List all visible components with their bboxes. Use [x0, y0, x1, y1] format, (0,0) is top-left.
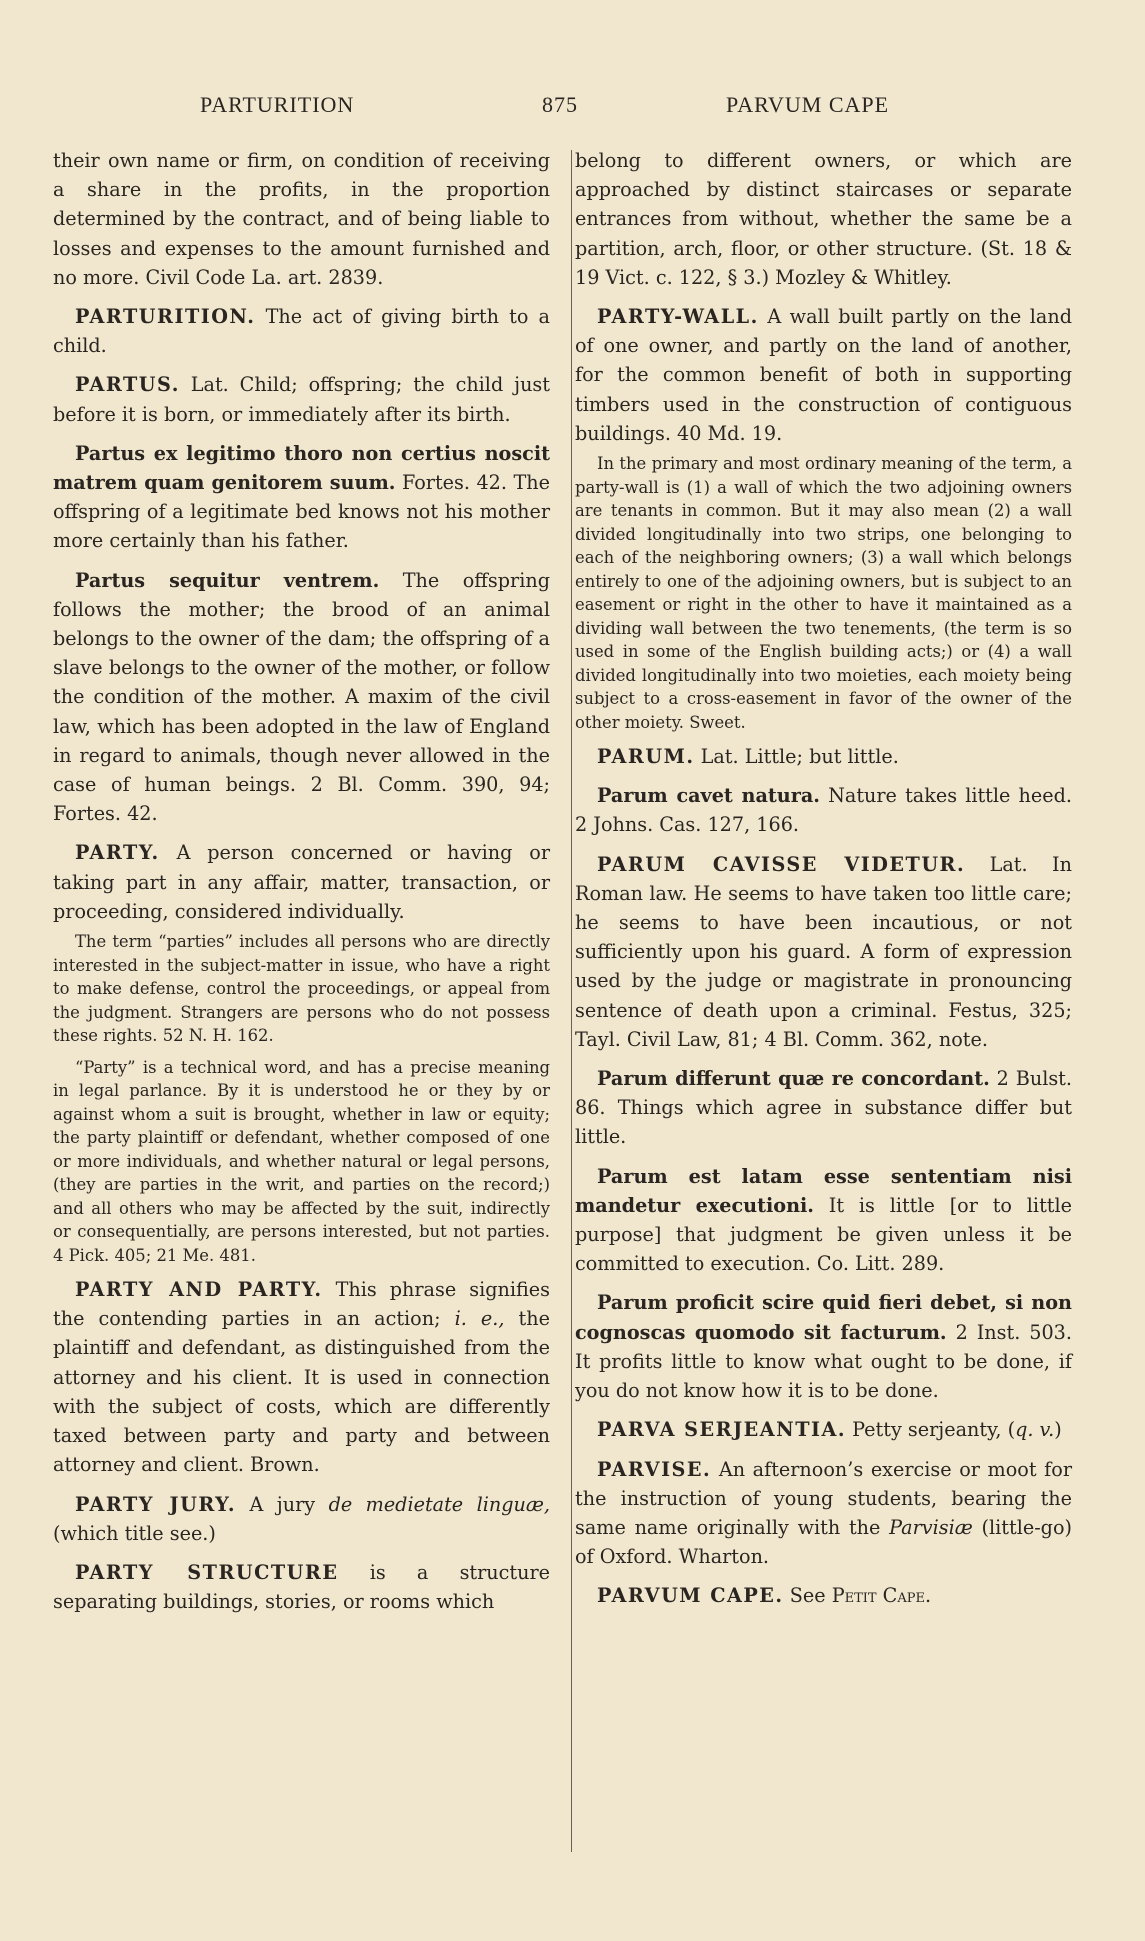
entry-italic: de medietate linguæ, [328, 1492, 550, 1516]
entry-headword: PARVUM CAPE. [597, 1584, 784, 1608]
entry-definition: (which title see.) [53, 1521, 216, 1545]
entry-italic: Parvisiæ [889, 1515, 973, 1539]
entry-parvise [575, 1455, 1072, 1572]
entry-text: belong to different owners, or which are approached by distinct staircases or separate entrances from without, whether the same be a partition, arch, floor, or other structure. (St. 18 & 19 Vict. c. 122, § 3.) Mozley & Whitley. [575, 149, 1072, 289]
entry-definition: 2 Bulst. 86. Things which agree in substance differ but little. [575, 1067, 1072, 1149]
entry-partus-sequitur [53, 566, 550, 829]
entry-parum-cavet [575, 781, 1072, 839]
entry-party [53, 838, 550, 926]
entry-headword: PARVISE. [597, 1457, 712, 1481]
entry-definition: It is little [or to little purpose] that judgment be given unless it be committed to execution. Co. Litt. 289. [575, 1193, 1072, 1276]
entry-note: In the primary and most ordinary meaning of the term, a party-wall is (1) a wall of which the two adjoining owners are tenants in common. But it may also mean (2) a wall divided longitudinally into two strips, one belonging to each of the neighboring owners; (3) a wall which belongs entirely to one of the adjoining owners, but is subject to an easement or right in the other to have it maintained as a dividing wall between the two tenements, (the term is so used in some of the English building acts;) or (4) a wall divided longitudinally into two moieties, each moiety being subject to a cross-easement in favor of the owner of the other moiety. Sweet. [575, 454, 1072, 732]
entry-parva-serjeantia [575, 1415, 1072, 1444]
entry-parturition [53, 302, 550, 360]
maxim-text: Parum differunt quæ re concordant. [597, 1067, 990, 1091]
page-number: 875 [542, 92, 578, 117]
entry-party-and-party [53, 1275, 550, 1479]
entry-definition: Nature takes little heed. 2 Johns. Cas. 127, 166. [575, 784, 1072, 837]
entry-definition: A person concerned or having or taking part in any affair, matter, transaction, or proceeding, considered individually. [53, 841, 550, 923]
entry-definition: is a structure separating buildings, stories, or rooms which [53, 1560, 550, 1614]
entry-continuation [575, 146, 1072, 292]
entry-headword: PARUM CAVISSE VIDETUR. [597, 852, 966, 876]
entry-party-wall [575, 302, 1072, 448]
entry-definition: Lat. Child; offspring; the child just before it is born, or immediately after its birth. [53, 373, 550, 426]
entry-italic: i. e., [454, 1307, 505, 1331]
entry-parum-proficit [575, 1288, 1072, 1405]
entry-party-jury [53, 1490, 550, 1548]
entry-definition: The offspring follows the mother; the brood of an animal belongs to the owner of the dam; the offspring of a slave belongs to the owner of the mother, or follow the condition of the mother. A maxim of the civil law, which has been adopted in the law of England in regard to animals, though never allowed in the case of human beings. 2 Bl. Comm. 390, 94; Fortes. 42. [53, 568, 550, 826]
entry-note: The term “parties” includes all persons who are directly interested in the subject-matter in issue, who have a right to make defense, control the proceedings, or appeal from the judgment. Strangers are persons who do not possess these rights. 52 N. H. 162. [53, 932, 550, 1046]
entry-headword: PARTY STRUCTURE [75, 1560, 339, 1584]
entry-partus-ex-legitimo [53, 439, 550, 556]
entry-italic: q. v. [1015, 1418, 1055, 1442]
entry-definition: Fortes. 42. The offspring of a legitimate bed knows not his mother more certainly than his father. [53, 471, 551, 553]
entry-definition: This phrase signifies the contending parties in an action; [53, 1278, 551, 1331]
entry-text: their own name or firm, on condition of receiving a share in the profits, in the proportion determined by the contract, and of being liable to losses and expenses to the amount furnished and no more. Civil Code La. art. 2839. [53, 149, 550, 289]
column-divider [571, 150, 572, 1852]
entry-parum [575, 742, 1072, 771]
entry-headword: PARTY. [75, 841, 160, 865]
entry-party-structure [53, 1558, 550, 1616]
entry-definition: Lat. In Roman law. He seems to have taken too little care; he seems to have been incautious, or not sufficiently upon his guard. A form of expression used by the judge or magistrate in pronouncing sentence of death upon a criminal. Festus, 325; Tayl. Civil Law, 81; 4 Bl. Comm. 362, note. [575, 852, 1072, 1051]
entry-headword: PARVA SERJEANTIA. [597, 1418, 847, 1442]
entry-note: “Party” is a technical word, and has a precise meaning in legal parlance. By it is understood he or they by or against whom a suit is brought, whether in law or equity; the party plaintiff or defendant, whether composed of one or more individuals, and whether natural or legal persons, (they are parties in the writ, and parties on the record;) and all others who may be affected by the suit, indirectly or consequentially, are persons interested, but not parties. 4 Pick. 405; 21 Me. 481. [53, 1057, 550, 1265]
right-column [575, 146, 1072, 1621]
entry-parum-cavisse [575, 850, 1072, 1054]
entry-headword: PARTUS. [75, 373, 180, 397]
entry-parum-est [575, 1162, 1072, 1279]
entry-definition: The act of giving birth to a child. [53, 305, 550, 358]
entry-definition: Lat. Little; but little. [694, 745, 899, 769]
entry-definition: An afternoon’s exercise or moot for the instruction of young students, bearing the same name originally with the [575, 1457, 1072, 1539]
entry-definition: (little-go) of Oxford. Wharton. [575, 1515, 1072, 1569]
entry-headword: PARUM. [597, 745, 695, 769]
maxim-text: Partus ex legitimo thoro non certius noscit matrem quam genitorem suum. [53, 441, 550, 495]
maxim-text: Parum proficit scire quid fieri debet, si non cognoscas quomodo sit facturum. [575, 1291, 1072, 1344]
maxim-text: Parum cavet natura. [597, 784, 820, 808]
page-header [0, 92, 1145, 122]
cross-reference: Petit Cape. [831, 1584, 932, 1608]
entry-definition: ) [1054, 1418, 1062, 1442]
entry-headword: PARTY JURY. [75, 1492, 237, 1516]
entry-definition: See [783, 1584, 832, 1608]
header-left-guide-word: PARTURITION [200, 92, 355, 117]
entry-headword: PARTY AND PARTY. [75, 1278, 323, 1302]
entry-headword: PARTURITION. [75, 305, 256, 329]
entry-definition: the plaintiff and defendant, as distinguished from the attorney and his client. It is used in connection with the subject of costs, which are differently taxed between party and party and between attorney and client. Brown. [53, 1307, 550, 1477]
entry-definition: A jury [236, 1492, 329, 1516]
left-column [53, 146, 550, 1626]
entry-parum-differunt [575, 1064, 1072, 1152]
entry-parvum-cape [575, 1581, 1072, 1610]
header-right-guide-word: PARVUM CAPE [726, 92, 890, 117]
entry-definition: Petty serjeanty, ( [846, 1418, 1016, 1442]
entry-definition: 2 Inst. 503. It profits little to know what ought to be done, if you do not know how it is to be done. [575, 1320, 1072, 1403]
entry-headword: PARTY-WALL. [597, 305, 759, 329]
entry-partus [53, 370, 550, 428]
entry-definition: A wall built partly on the land of one owner, and partly on the land of another, for the common benefit of both in supporting timbers used in the construction of contiguous buildings. 40 Md. 19. [575, 305, 1072, 445]
entry-continuation [53, 146, 550, 292]
maxim-text: Partus sequitur ventrem. [75, 568, 380, 592]
maxim-text: Parum est latam esse sententiam nisi mandetur executioni. [575, 1164, 1072, 1217]
